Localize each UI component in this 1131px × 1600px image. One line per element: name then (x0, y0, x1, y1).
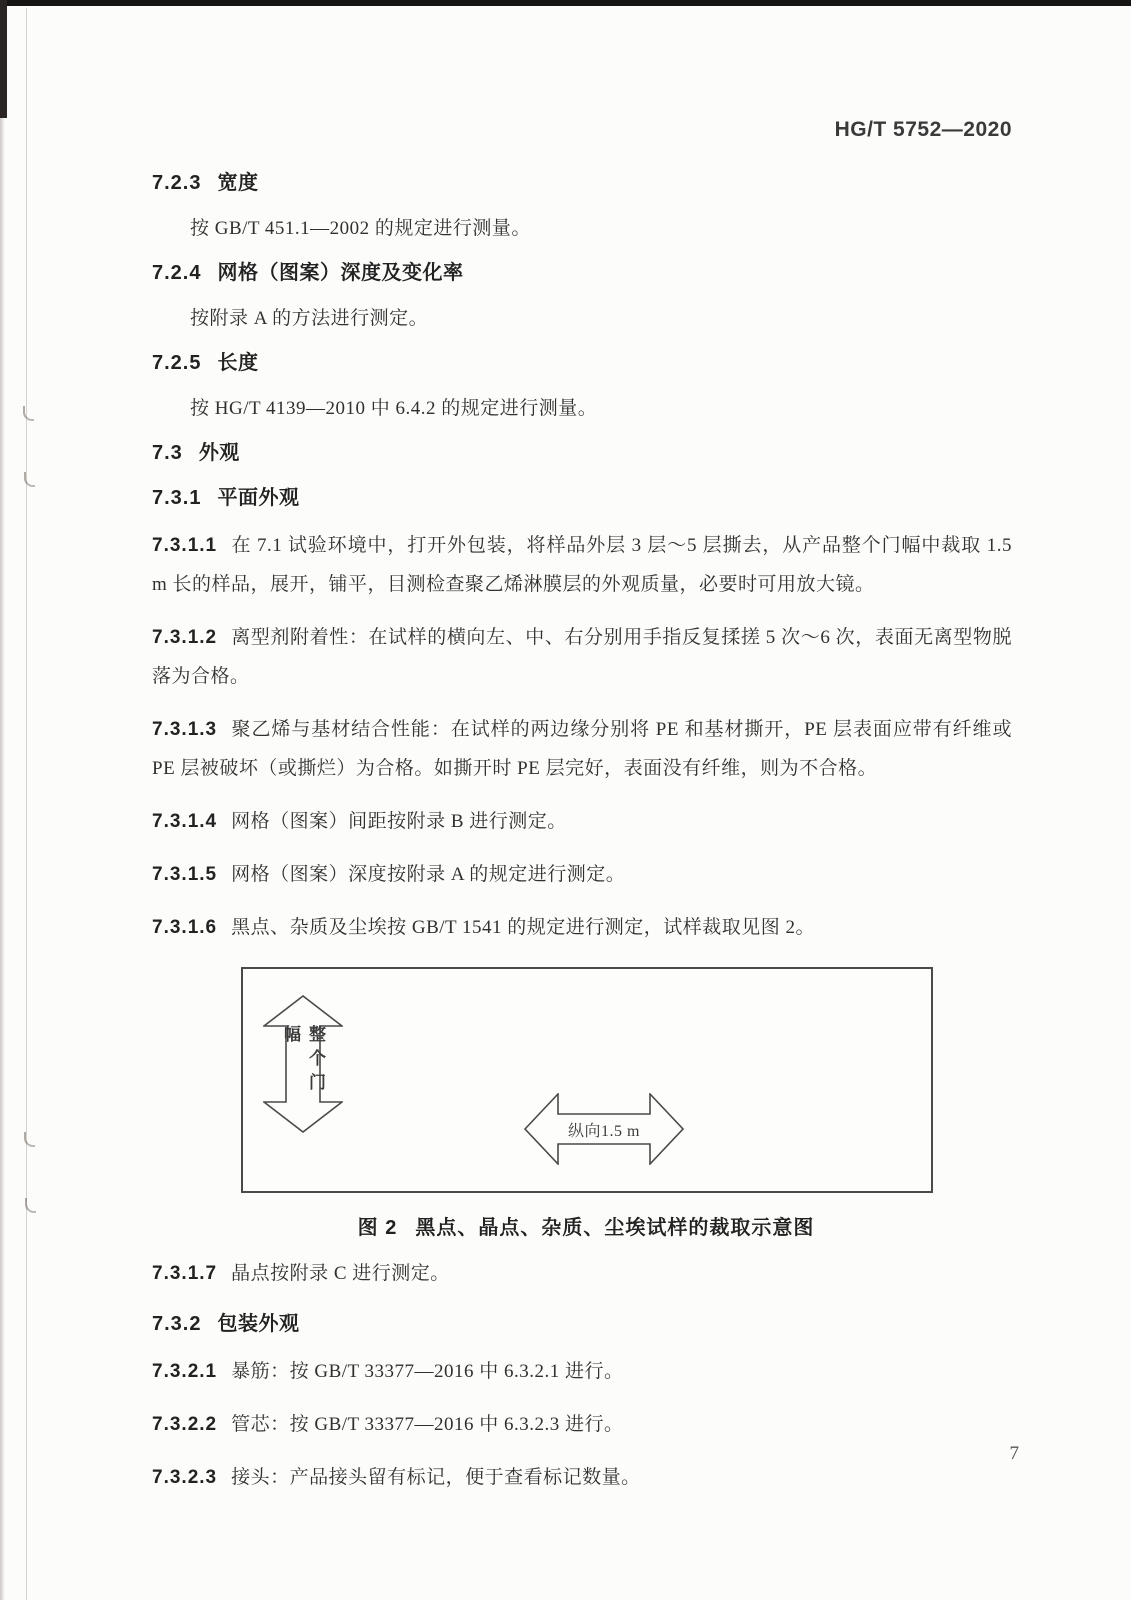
clause-7-3-2-2 (152, 1405, 1012, 1444)
clause-text: 管芯：按 GB/T 33377—2016 中 6.3.2.3 进行。 (231, 1414, 624, 1435)
scan-edge-left (0, 0, 7, 118)
figure-2 (241, 967, 931, 1240)
clause-number: 7.3.1.1 (152, 535, 218, 556)
clause-number: 7.3.1.3 (152, 719, 218, 740)
clause-text: 离型剂附着性：在试样的横向左、中、右分别用手指反复揉搓 5 次～6 次，表面无离型物脱落为合格。 (152, 627, 1012, 687)
section-title: 网格（图案）深度及变化率 (217, 262, 464, 284)
figure-caption-title: 黑点、晶点、杂质、尘埃试样的裁取示意图 (415, 1217, 815, 1239)
clause-text: 黑点、杂质及尘埃按 GB/T 1541 的规定进行测定，试样裁取见图 2。 (231, 917, 816, 938)
section-number: 7.3.1 (152, 487, 202, 509)
document-body (152, 170, 1012, 1497)
section-number: 7.3.2 (152, 1313, 202, 1335)
sample-sheet-diagram (241, 967, 933, 1193)
clause-text: 聚乙烯与基材结合性能：在试样的两边缘分别将 PE 和基材撕开，PE 层表面应带有纤维或 PE 层被破坏（或撕烂）为合格。如撕开时 PE 层完好，表面没有纤维，则为不合格。 (152, 719, 1012, 779)
clause-7-3-2-3 (152, 1458, 1012, 1497)
heading-7-3 (152, 440, 1012, 467)
clause-7-3-1-7 (152, 1254, 1012, 1293)
section-number: 7.2.4 (152, 262, 202, 284)
clause-number: 7.3.2.1 (152, 1361, 218, 1382)
clause-text: 网格（图案）深度按附录 A 的规定进行测定。 (231, 864, 626, 885)
clause-number: 7.3.1.5 (152, 864, 218, 885)
section-title: 平面外观 (217, 487, 300, 509)
page-binding-fold-line (26, 8, 27, 1600)
clause-text: 接头：产品接头留有标记，便于查看标记数量。 (231, 1467, 641, 1488)
paragraph: 按 GB/T 451.1—2002 的规定进行测量。 (190, 218, 531, 239)
clause-7-3-1-1 (152, 526, 1012, 604)
section-number: 7.3 (152, 442, 183, 464)
clause-7-3-1-2 (152, 618, 1012, 696)
heading-7-2-5 (152, 350, 1012, 377)
section-title: 外观 (198, 442, 240, 464)
figure-caption (241, 1211, 931, 1240)
clause-number: 7.3.2.2 (152, 1414, 218, 1435)
heading-7-3-2 (152, 1311, 1012, 1338)
binding-curl-mark (23, 406, 34, 421)
figure-caption-label: 图 2 (357, 1217, 398, 1239)
clause-7-3-1-3 (152, 710, 1012, 788)
scan-edge-top (0, 0, 1131, 6)
section-number: 7.2.5 (152, 352, 202, 374)
clause-number: 7.3.1.4 (152, 811, 218, 832)
clause-text: 网格（图案）间距按附录 B 进行测定。 (231, 811, 567, 832)
heading-7-2-4 (152, 260, 1012, 287)
document-number-header: HG/T 5752—2020 (834, 118, 1012, 141)
figure-vertical-arrow-label: 整个门幅 (281, 1025, 325, 1097)
heading-7-2-3 (152, 170, 1012, 197)
section-title: 长度 (217, 352, 259, 374)
clause-number: 7.3.2.3 (152, 1467, 218, 1488)
section-title: 包装外观 (217, 1313, 300, 1335)
paragraph: 按附录 A 的方法进行测定。 (190, 308, 429, 329)
clause-text: 在 7.1 试验环境中，打开外包装，将样品外层 3 层～5 层撕去，从产品整个门幅中裁取 1.5 m 长的样品，展开，铺平，目测检查聚乙烯淋膜层的外观质量，必要时可用放大镜。 (152, 535, 1012, 595)
clause-number: 7.3.1.2 (152, 627, 218, 648)
heading-7-3-1 (152, 485, 1012, 512)
clause-7-3-1-6 (152, 908, 1012, 947)
scan-edge-left-shadow (0, 118, 5, 1600)
clause-number: 7.3.1.7 (152, 1263, 218, 1284)
clause-text: 晶点按附录 C 进行测定。 (231, 1263, 450, 1284)
clause-7-3-1-5 (152, 855, 1012, 894)
section-number: 7.2.3 (152, 172, 202, 194)
clause-7-3-2-1 (152, 1352, 1012, 1391)
page-number: 7 (1009, 1443, 1019, 1464)
section-title: 宽度 (217, 172, 259, 194)
clause-7-3-1-4 (152, 802, 1012, 841)
figure-horizontal-arrow-label: 纵向1.5 m (568, 1122, 640, 1140)
paragraph: 按 HG/T 4139—2010 中 6.4.2 的规定进行测量。 (190, 398, 598, 419)
clause-text: 暴筋：按 GB/T 33377—2016 中 6.3.2.1 进行。 (231, 1361, 624, 1382)
clause-number: 7.3.1.6 (152, 917, 218, 938)
